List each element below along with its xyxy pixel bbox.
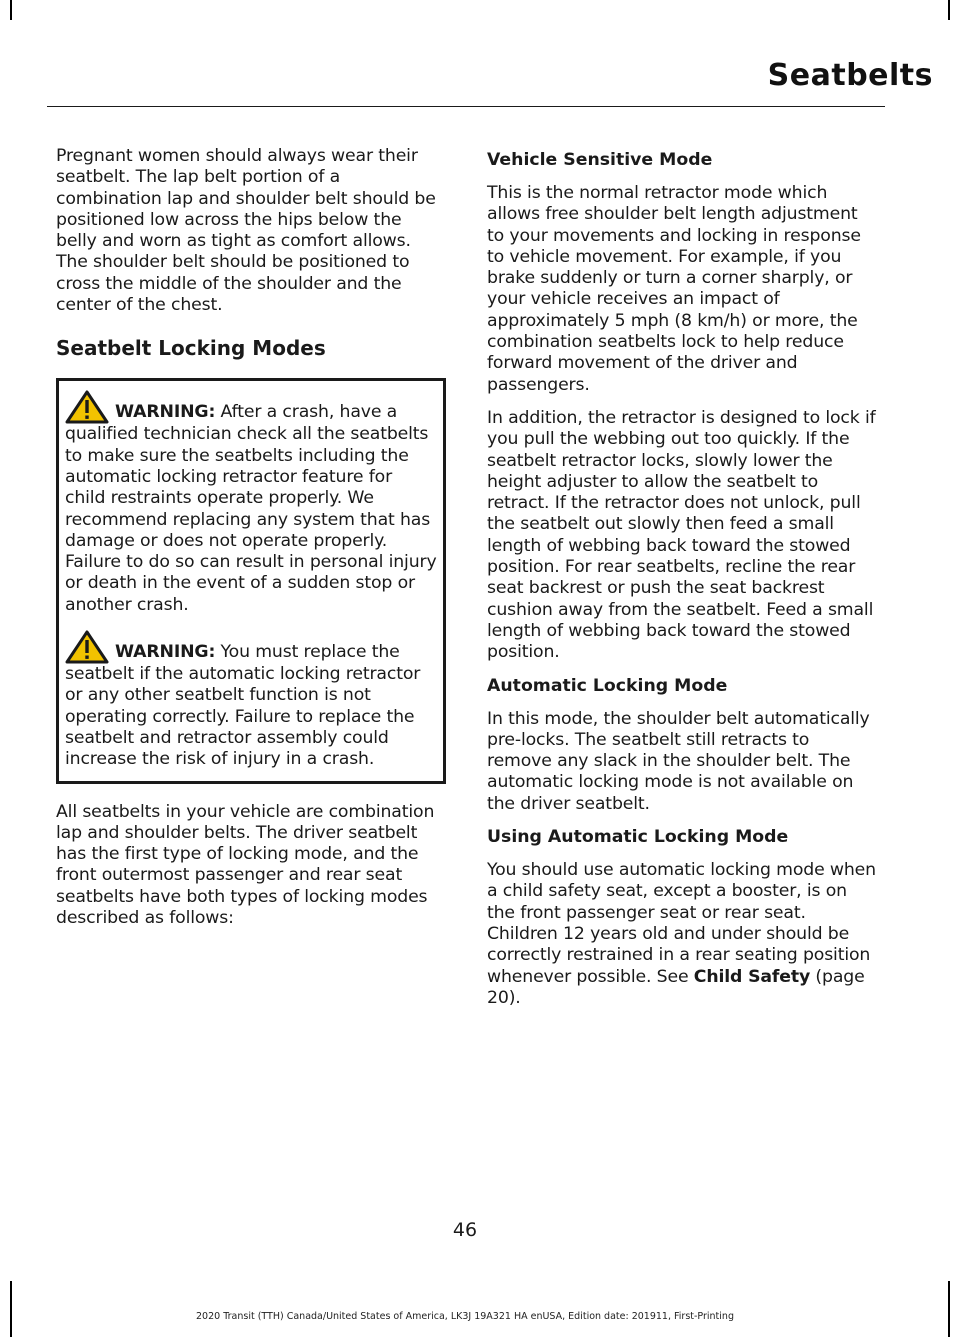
warning-text: After a crash, have a qualified technician check all the seatbelts to make sure the seatbelts including the automatic locking retractor feature for child restraints operate properly. We recommend replacing any system that has damage or does not operate properly. Failure to do so can result in personal injury or death in the event of a sudden stop or another crash. <box>65 402 437 615</box>
crop-mark-bottom-left-v <box>10 1281 12 1337</box>
crop-mark-top-left-v <box>10 0 12 20</box>
warning-box <box>56 378 446 783</box>
right-column <box>487 146 879 1021</box>
warning-paragraph-2 <box>65 630 437 770</box>
warning-triangle-icon <box>65 630 109 664</box>
left-column <box>56 146 446 941</box>
child-safety-link[interactable]: Child Safety <box>693 966 811 987</box>
warning-paragraph-1 <box>65 390 437 616</box>
locking-modes-paragraph: All seatbelts in your vehicle are combination lap and shoulder belts. The driver seatbelt has the first type of locking mode, and the front outermost passenger and rear seat seatbelts have both types of locking modes described as follows: <box>56 801 435 929</box>
vehicle-sensitive-paragraph-1: This is the normal retractor mode which allows free shoulder belt length adjustment to your movements and locking in response to vehicle movement. For example, if you brake suddenly or turn a corner sharply, or your vehicle receives an impact of approximately 5 mph (8 km/h) or more, the combination seatbelts lock to help reduce forward movement of the driver and passengers. <box>487 183 861 395</box>
intro-paragraph: Pregnant women should always wear their seatbelt. The lap belt portion of a combination lap and shoulder belt should be positioned low across the hips below the belly and worn as tight as comfort allows. The shoulder belt should be positioned to cross the middle of the shoulder and the center of the chest. <box>56 146 436 316</box>
page-title: Seatbelts <box>767 58 933 93</box>
footer-text: 2020 Transit (TTH) Canada/United States of America, LK3J 19A321 HA enUSA, Edition date: 201911, First-Printing <box>196 1311 734 1322</box>
section-heading: Seatbelt Locking Modes <box>56 336 326 361</box>
using-automatic-locking-paragraph <box>487 860 879 1009</box>
crop-mark-top-right-v <box>948 0 950 20</box>
warning-text: You must replace the seatbelt if the automatic locking retractor or any other seatbelt function is not operating correctly. Failure to replace the seatbelt and retractor assembly could increase the risk of injury in a crash. <box>65 642 421 770</box>
warning-label: WARNING: <box>115 402 216 423</box>
vehicle-sensitive-paragraph-2: In addition, the retractor is designed to lock if you pull the webbing out too quickly. If the seatbelt retractor locks, slowly lower the height adjuster to allow the seatbelt to retract. If the retractor does not unlock, pull the seatbelt out slowly then feed a small length of webbing back toward the stowed position. For rear seatbelts, recline the rear seat backrest or push the seat backrest cushion away from the seatbelt. Feed a small length of webbing back toward the stowed position. <box>487 407 876 663</box>
warning-triangle-icon <box>65 390 109 424</box>
vehicle-sensitive-heading: Vehicle Sensitive Mode <box>487 150 713 170</box>
using-automatic-locking-heading: Using Automatic Locking Mode <box>487 827 789 848</box>
crop-mark-bottom-right-v <box>948 1281 950 1337</box>
page-number: 46 <box>452 1219 478 1241</box>
header-divider <box>47 106 885 107</box>
automatic-locking-paragraph: In this mode, the shoulder belt automatically pre-locks. The seatbelt still retracts to remove any slack in the shoulder belt. The automatic locking mode is not available on the driver seatbelt. <box>487 708 870 814</box>
using-text: You should use automatic locking mode when a child safety seat, except a booster, is on the front passenger seat or rear seat. Children 12 years old and under should be correctly restrained in a rear seating position whenever possible. See <box>487 860 876 987</box>
page-reference: (page 20). <box>487 966 865 1008</box>
warning-label: WARNING: <box>115 642 216 663</box>
automatic-locking-heading: Automatic Locking Mode <box>487 675 728 696</box>
